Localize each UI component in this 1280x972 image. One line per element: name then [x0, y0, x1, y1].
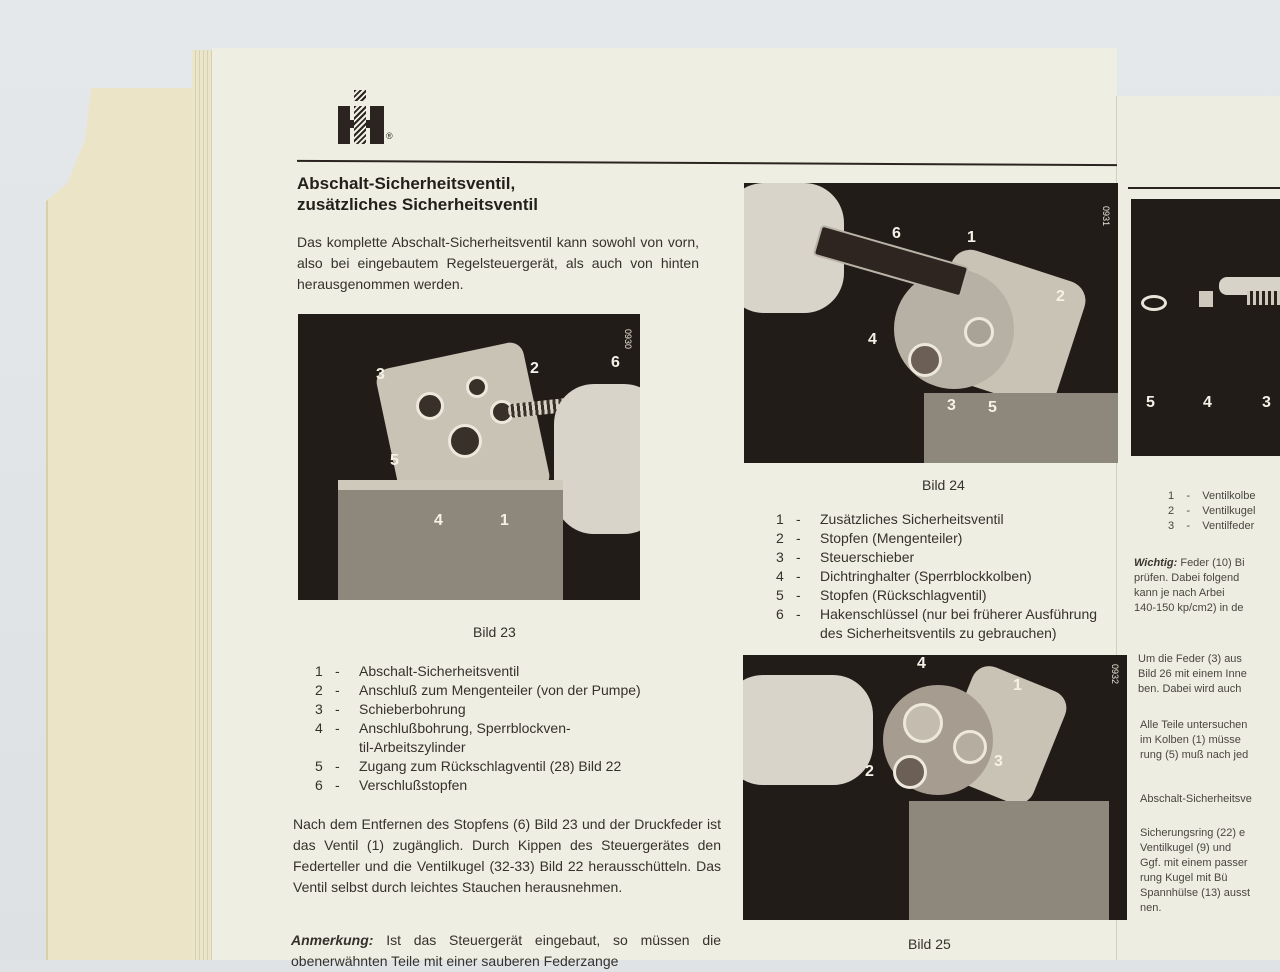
legend-row: 5 - Stopfen (Rückschlagventil): [776, 587, 987, 603]
book-cover: [46, 88, 208, 960]
legend-row: 5 - Zugang zum Rückschlagventil (28) Bild 22: [315, 758, 622, 774]
intro-paragraph: Das komplette Abschalt-Sicherheitsventil kann sowohl von vorn, also bei eingebautem Regelsteuergerät, als auch von hinten herausgenommen werden.: [297, 234, 699, 292]
legend-row: 1 - Abschalt-Sicherheitsventil: [315, 663, 520, 679]
figure-23-photo: [298, 314, 640, 600]
figure-23-legend: [315, 662, 715, 795]
right-subheading: Abschalt-Sicherheitsve: [1140, 793, 1252, 805]
callout-6: 6: [892, 225, 901, 242]
figure-23-caption: Bild 23: [473, 624, 516, 640]
right-paragraph-3: Alle Teile untersuchen im Kolben (1) müsse rung (5) muß nach jed: [1140, 719, 1249, 761]
legend-row: 6 - Verschlußstopfen: [315, 777, 468, 793]
callout-5: 5: [988, 399, 997, 416]
photo-code: 0930: [623, 328, 634, 350]
callout-5: 5: [390, 452, 399, 469]
legend-row: 4 - Dichtringhalter (Sperrblockkolben): [776, 568, 1032, 584]
note-paragraph: [291, 930, 721, 972]
legend-row: 3 - Steuerschieber: [776, 549, 915, 565]
right-paragraph-2: Um die Feder (3) aus Bild 26 mit einem Inne ben. Dabei wird auch: [1138, 653, 1247, 695]
callout-3: 3: [1262, 394, 1271, 411]
figure-25-caption: Bild 25: [908, 936, 951, 952]
callout-2: 2: [865, 763, 874, 780]
legend-row: 1 - Zusätzliches Sicherheitsventil: [776, 511, 1004, 527]
legend-row: 4 - Anschlußbohrung, Sperrblockven-: [315, 720, 571, 736]
callout-3: 3: [994, 753, 1003, 770]
callout-2: 2: [1056, 288, 1065, 305]
callout-3: 3: [376, 366, 385, 383]
figure-24-photo: [744, 183, 1118, 463]
legend-row: 6 - Hakenschlüssel (nur bei früherer Ausführung: [776, 606, 1098, 622]
section-heading: [297, 173, 717, 215]
callout-3: 3: [947, 397, 956, 414]
heading-line-2: zusätzliches Sicherheitsventil: [297, 195, 538, 214]
note-text: Ist das Steuergerät eingebaut, so müssen die obenerwähnten Teile mit einer sauberen Federzange: [291, 932, 722, 969]
registered-mark: ®: [386, 131, 393, 141]
right-important: Wichtig: Feder (10) Bi prüfen. Dabei folgend kann je nach Arbei 140-150 kp/cm2) in de: [1134, 557, 1245, 614]
legend-row: 3 - Ventilfeder: [1168, 520, 1255, 532]
figure-24-legend: [776, 510, 1116, 643]
page-edges: [192, 50, 214, 960]
legend-row: 2 - Anschluß zum Mengenteiler (von der Pumpe): [315, 682, 641, 698]
body-paragraph: Nach dem Entfernen des Stopfens (6) Bild 23 und der Druckfeder ist das Ventil (1) zugänglich. Durch Kippen des Steuergerätes den Federteller und die Ventilkugel (32-33) Bild 22 herausschütteln. Das Ventil selbst durch leichtes Stauchen herausnehmen.: [293, 816, 721, 895]
callout-1: 1: [1013, 677, 1022, 694]
figure-25-photo: [743, 655, 1127, 920]
callout-1: 1: [967, 229, 976, 246]
callout-6: 6: [611, 354, 620, 371]
legend-row: des Sicherheitsventils zu gebrauchen): [820, 625, 1057, 641]
callout-4: 4: [434, 512, 443, 529]
heading-line-1: Abschalt-Sicherheitsventil,: [297, 174, 516, 193]
callout-1: 1: [500, 512, 509, 529]
ih-logo: [338, 90, 393, 144]
legend-row: 2 - Stopfen (Mengenteiler): [776, 530, 963, 546]
right-paragraph-4: Sicherungsring (22) e Ventilkugel (9) und Ggf. mit einem passer rung Kugel mit Bü Spannhülse (13) ausst nen.: [1140, 827, 1251, 914]
photo-code: 0931: [1101, 205, 1112, 227]
callout-4: 4: [917, 655, 926, 672]
callout-5: 5: [1146, 394, 1155, 411]
legend-row: 3 - Schieberbohrung: [315, 701, 466, 717]
callout-4: 4: [1203, 394, 1212, 411]
legend-row: 1 - Ventilkolbe: [1168, 490, 1256, 502]
right-legend: [1168, 489, 1255, 534]
figure-24-caption: Bild 24: [922, 477, 965, 493]
right-page-photo: [1131, 199, 1280, 456]
legend-row: til-Arbeitszylinder: [359, 739, 466, 755]
note-label: Anmerkung:: [291, 932, 374, 948]
right-header-rule: [1128, 187, 1280, 189]
callout-2: 2: [530, 360, 539, 377]
photo-code: 0932: [1110, 663, 1121, 685]
callout-4: 4: [868, 331, 877, 348]
legend-row: 2 - Ventilkugel: [1168, 505, 1256, 517]
